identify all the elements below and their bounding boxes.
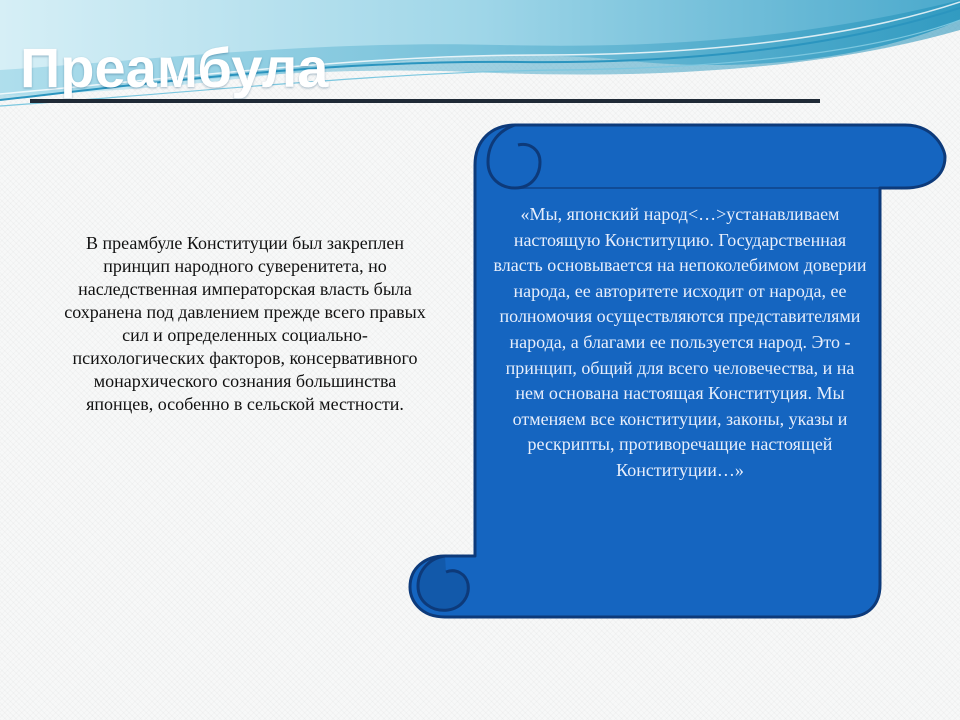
title-underline bbox=[30, 99, 820, 103]
preamble-description: В преамбуле Конституции был закреплен принцип народного суверенитета, но наследственная императорская власть была сохранена под давлением прежде всего правых сил и определенных социально-психологических факторов, консервативного монархического сознания большинства японцев, особенно в сельской местности. bbox=[64, 233, 426, 414]
slide-title: Преамбула bbox=[20, 36, 329, 99]
constitution-quote: «Мы, японский народ<…>устанавливаем настоящую Конституцию. Государственная власть основывается на непоколебимом доверии народа, ее авторитете исходит от народа, ее полномочия осуществляются представителями народа, а благами ее пользуется народ. Это - принцип, общий для всего человечества, и на нем основана настоящая Конституция. Мы отменяем все конституции, законы, указы и рескрипты, противоречащие настоящей Конституции…» bbox=[493, 204, 867, 480]
